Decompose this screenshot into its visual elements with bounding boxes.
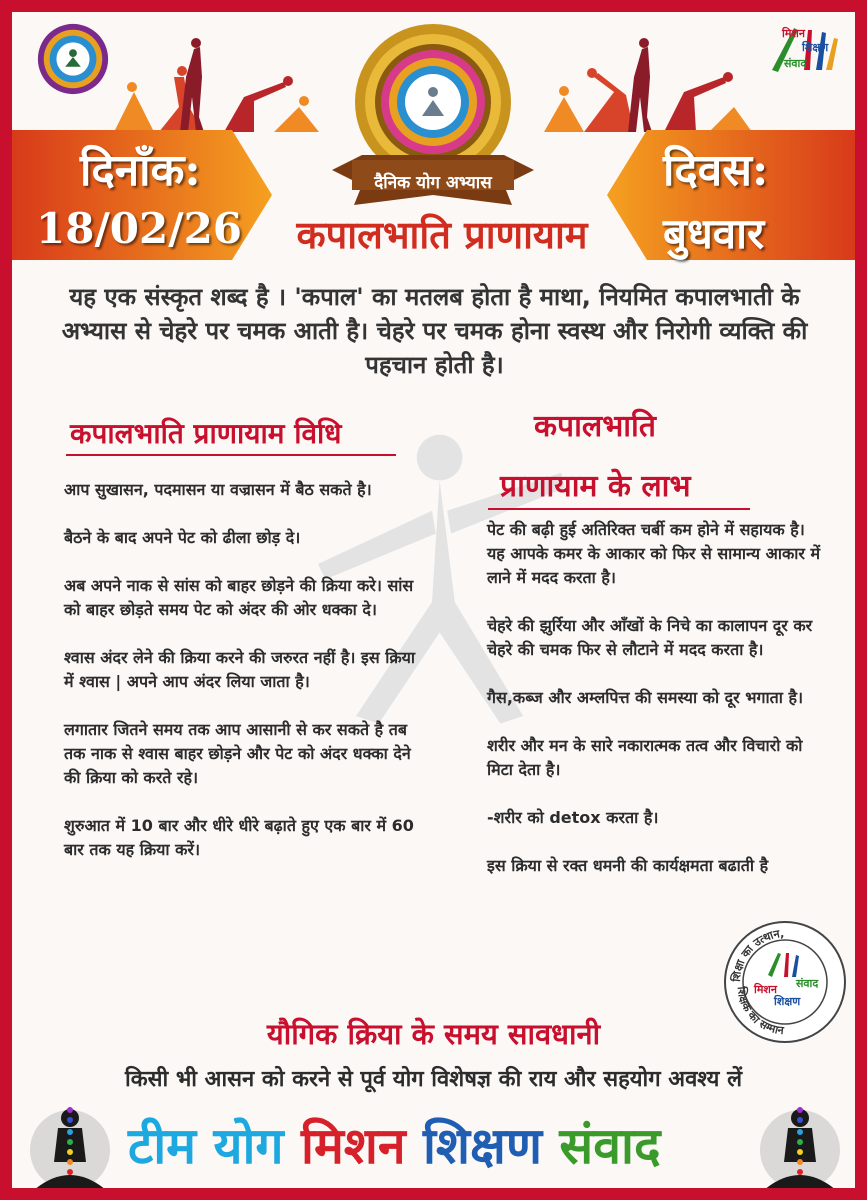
team-word-yoga: योग: [213, 1116, 284, 1175]
lotus-logo-icon: [34, 20, 112, 98]
method-steps-list: [64, 478, 424, 886]
list-item: पेट की बढ़ी हुई अतिरिक्त चर्बी कम होने में सहायक है। यह आपके कमर के आकार को फिर से सामान्य आकार में लाने में मदद करता है।: [487, 520, 821, 587]
team-word-team: टीम: [128, 1116, 197, 1175]
team-word-mission: मिशन: [301, 1116, 406, 1175]
team-word-samvad: संवाद: [559, 1116, 661, 1175]
intro-paragraph: यह एक संस्कृत शब्द है । 'कपाल' का मतलब होता है माथा, नियमित कपालभाती के अभ्यास से चेहरे पर चमक आती है। चेहरे पर चमक होना स्वस्थ और निरोगी व्यक्ति की पहचान होती है।: [61, 283, 808, 379]
logo-word-samvad: संवाद: [784, 57, 807, 70]
caution-text: किसी भी आसन को करने से पूर्व योग विशेषज्ञ की राय और सहयोग अवश्य लें: [125, 1067, 742, 1092]
list-item: शुरुआत में 10 बार और धीरे धीरे बढ़ाते हुए एक बार में 60 बार तक यह क्रिया करें।: [64, 816, 414, 859]
date-value: 18/02/26: [36, 204, 243, 253]
page-title: कपालभाति प्राणायाम: [296, 212, 588, 257]
stamp-word-shikshan: शिक्षण: [774, 995, 801, 1008]
logo-word-mission: मिशन: [782, 27, 806, 40]
list-item: -शरीर को detox करता है।: [487, 808, 659, 827]
list-item: अब अपने नाक से सांस को बाहर छोड़ने की क्रिया करे। सांस को बाहर छोड़ते समय पेट को अंदर की ओर धक्का दे।: [64, 576, 414, 619]
yoga-poses-right-icon: [534, 37, 756, 137]
daily-yoga-badge: [322, 20, 544, 220]
stamp-bottom-text: शिक्षक का सम्मान: [734, 985, 785, 1038]
method-heading-underline: [66, 454, 396, 456]
team-word-shikshan: शिक्षण: [423, 1116, 542, 1175]
meditation-chakra-icon: [760, 1100, 840, 1200]
list-item: आप सुखासन, पदमासन या वज्रासन में बैठ सकते है।: [64, 480, 372, 499]
date-label: दिनाँक:: [80, 145, 201, 196]
team-slogan: [128, 1110, 768, 1178]
footer: [12, 1100, 855, 1200]
stamp-word-samvad: संवाद: [796, 977, 819, 990]
mission-shikshan-samvad-logo: [764, 20, 842, 98]
benefits-list: [487, 518, 822, 902]
caution-heading: यौगिक क्रिया के समय सावधानी: [266, 1017, 601, 1051]
benefits-heading-line2: प्राणायाम के लाभ: [500, 469, 691, 504]
badge-ribbon-text: दैनिक योग अभ्यास: [374, 173, 492, 193]
date-banner: [12, 130, 272, 260]
stamp-word-mission: मिशन: [754, 983, 778, 996]
stamp-top-text: शिक्षा का उत्थान,: [729, 926, 785, 983]
header: [12, 12, 855, 267]
logo-word-shikshan: शिक्षण: [802, 41, 829, 54]
day-label: दिवस:: [663, 145, 769, 196]
benefits-heading-underline: [488, 508, 750, 510]
list-item: बैठने के बाद अपने पेट को ढीला छोड़ दे।: [64, 528, 301, 547]
benefits-heading-line1: कपालभाति: [534, 409, 656, 444]
day-value: बुधवार: [663, 209, 765, 258]
list-item: गैस,कब्ज और अम्लपित्त की समस्या को दूर भगाता है।: [487, 688, 804, 707]
method-heading: कपालभाति प्राणायाम विधि: [70, 417, 342, 450]
list-item: इस क्रिया से रक्त धमनी की कार्यक्षमता बढाती है: [487, 856, 769, 875]
list-item: श्वास अंदर लेने की क्रिया करने की जरुरत नहीं है। इस क्रिया में श्वास | अपने आप अंदर लिया जाता है।: [64, 648, 416, 691]
list-item: लगातार जितने समय तक आप आसानी से कर सकते है तब तक नाक से श्वास बाहर छोड़ने और पेट को अंदर धक्का देने की क्रिया को करते रहे।: [64, 720, 411, 787]
list-item: चेहरे की झुर्रिया और आँखों के निचे का कालापन दूर कर चेहरे की चमक फिर से लौटाने में मदद करता है।: [487, 616, 813, 659]
yoga-poses-left-icon: [104, 37, 326, 137]
day-banner: [607, 130, 855, 260]
list-item: शरीर और मन के सारे नकारात्मक तत्व और विचारो को मिटा देता है।: [487, 736, 803, 779]
meditation-chakra-icon: [30, 1100, 110, 1200]
